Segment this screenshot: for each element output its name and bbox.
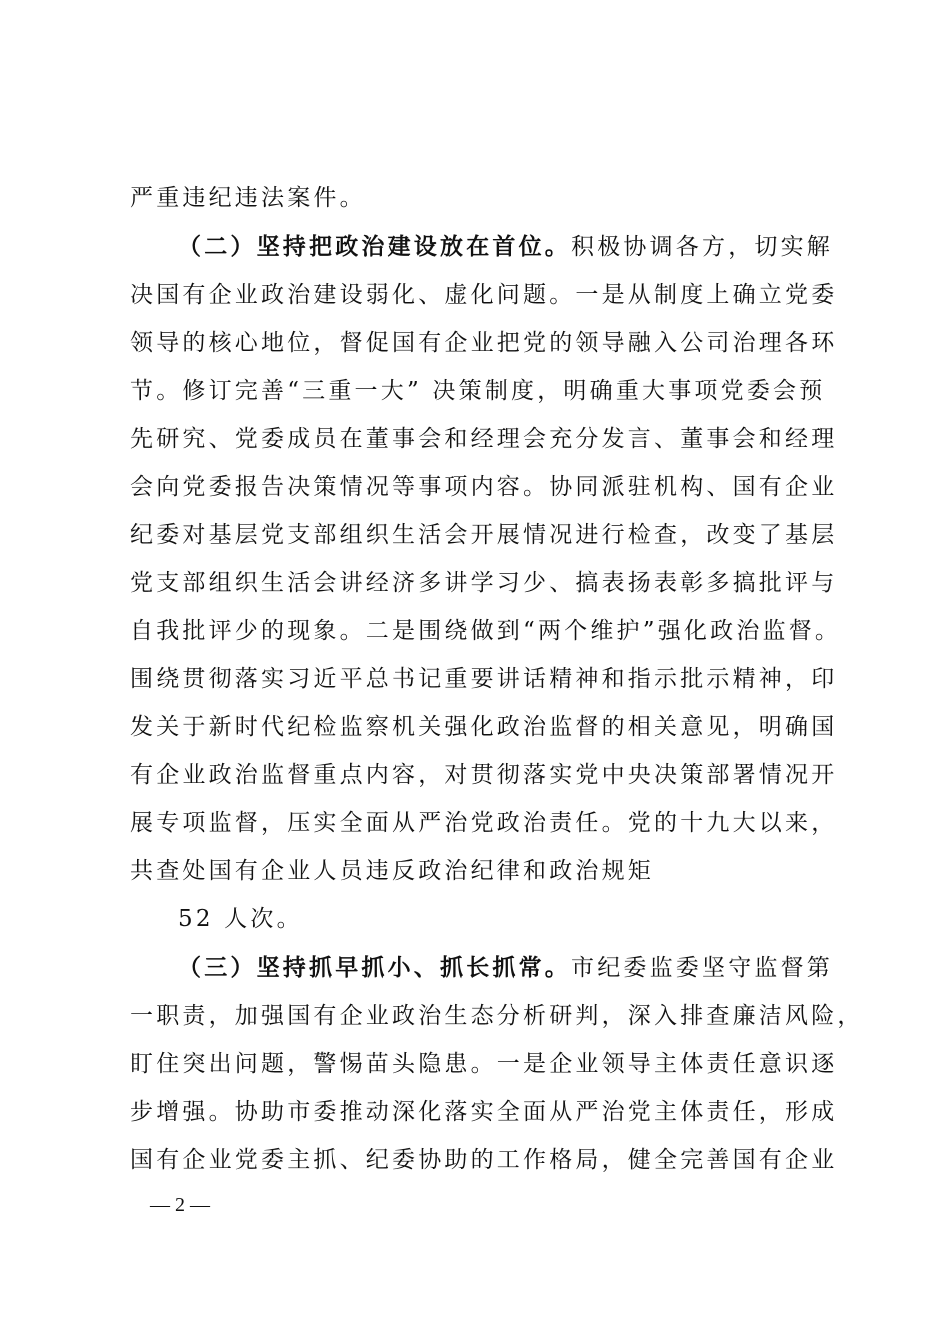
section-heading-2: （二）坚持把政治建设放在首位。 [178, 233, 571, 260]
text-line-7: 会向党委报告决策情况等事项内容。协同派驻机构、国有企业 [130, 474, 838, 500]
text-line-20: 步增强。协助市委推动深化落实全面从严治党主体责任，形成 [130, 1099, 838, 1125]
text-line-8: 纪委对基层党支部组织生活会开展情况进行检查，改变了基层 [130, 522, 838, 548]
text-line-5: 节。修订完善“三重一大” 决策制度，明确重大事项党委会预 [130, 378, 826, 404]
text-line-6: 先研究、党委成员在董事会和经理会充分发言、董事会和经理 [130, 426, 838, 452]
text-line-15: 共查处国有企业人员违反政治纪律和政治规矩 [130, 858, 654, 884]
page-number: — 2 — [150, 1194, 210, 1216]
text-line-16: 52 人次。 [178, 906, 303, 932]
text-line-12: 发关于新时代纪检监察机关强化政治监督的相关意见，明确国 [130, 714, 838, 740]
text-line-21: 国有企业党委主抓、纪委协助的工作格局，健全完善国有企业 [130, 1147, 838, 1173]
text-line-1: 严重违纪违法案件。 [130, 185, 366, 211]
text-line-17: （三）坚持抓早抓小、抓长抓常。市纪委监委坚守监督第 [178, 954, 833, 981]
text-line-13: 有企业政治监督重点内容，对贯彻落实党中央决策部署情况开 [130, 762, 838, 788]
text-line-14: 展专项监督，压实全面从严治党政治责任。党的十九大以来， [130, 810, 838, 836]
text-line-4: 领导的核心地位，督促国有企业把党的领导融入公司治理各环 [130, 330, 838, 356]
text-line-11: 围绕贯彻落实习近平总书记重要讲话精神和指示批示精神，印 [130, 666, 838, 692]
text-line-9: 党支部组织生活会讲经济多讲学习少、搞表扬表彰多搞批评与 [130, 570, 838, 596]
text-line-19: 盯住突出问题，警惕苗头隐患。一是企业领导主体责任意识逐 [130, 1051, 838, 1077]
text-line-18: 一职责，加强国有企业政治生态分析研判，深入排查廉洁风险， [130, 1003, 864, 1029]
section-heading-3: （三）坚持抓早抓小、抓长抓常。 [178, 954, 571, 981]
text-line-2: （二）坚持把政治建设放在首位。积极协调各方，切实解 [178, 233, 833, 260]
text-line-3: 决国有企业政治建设弱化、虚化问题。一是从制度上确立党委 [130, 282, 838, 308]
text-line-10: 自我批评少的现象。二是围绕做到“两个维护”强化政治监督。 [130, 618, 842, 644]
